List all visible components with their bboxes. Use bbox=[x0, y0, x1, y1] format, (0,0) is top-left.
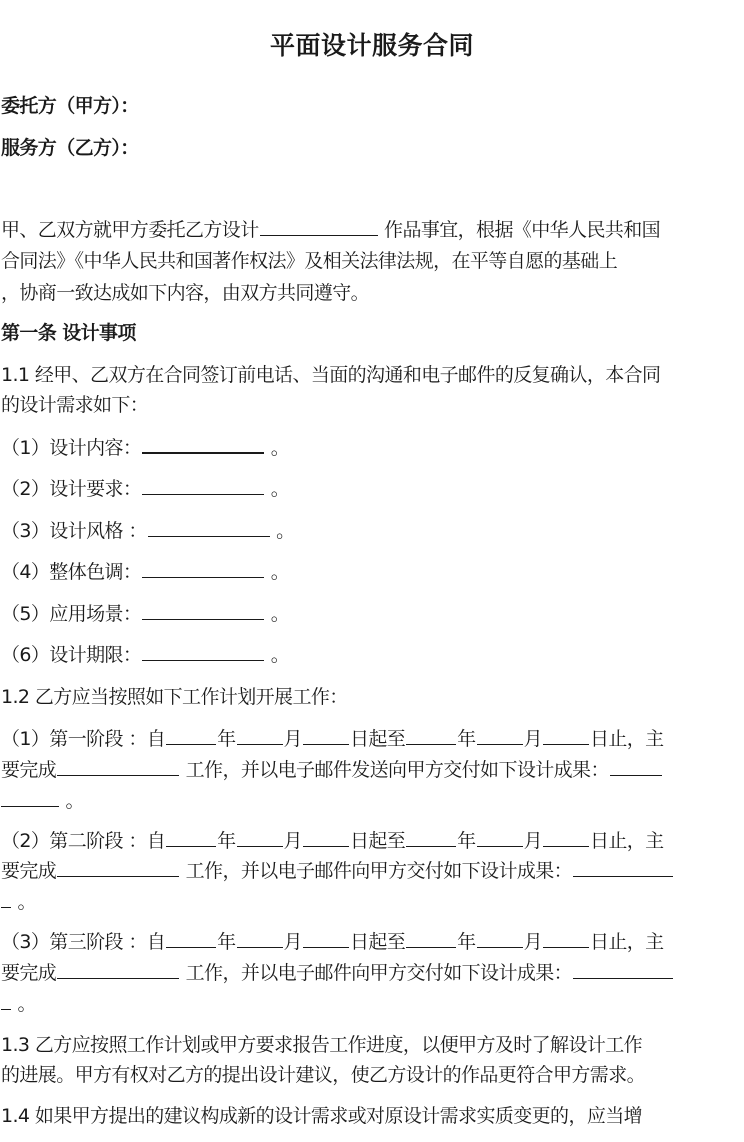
end-month-blank[interactable] bbox=[477, 726, 523, 745]
start-month-blank[interactable] bbox=[237, 726, 283, 745]
date-word: 年 bbox=[457, 830, 476, 852]
date-word: 日起至 bbox=[349, 931, 406, 953]
requirement-end: 。 bbox=[265, 603, 290, 625]
requirement-label: （4）整体色调： bbox=[1, 561, 142, 583]
phase-line-1 bbox=[1, 726, 664, 752]
phase-line-1 bbox=[1, 929, 664, 955]
date-word: 月 bbox=[523, 931, 542, 953]
work-name-blank[interactable] bbox=[260, 217, 378, 236]
date-word: 月 bbox=[523, 830, 542, 852]
start-year-blank[interactable] bbox=[166, 726, 216, 745]
requirement-item bbox=[1, 518, 295, 544]
requirement-end: 。 bbox=[265, 437, 290, 459]
start-day-blank[interactable] bbox=[303, 726, 349, 745]
requirement-item bbox=[1, 601, 289, 627]
end-year-blank[interactable] bbox=[406, 929, 456, 948]
deliverable-blank[interactable] bbox=[610, 757, 662, 776]
date-word: 月 bbox=[283, 830, 302, 852]
phase-line-3 bbox=[1, 788, 84, 814]
phase-end: 。 bbox=[60, 790, 84, 812]
requirement-label: （3）设计风格 ： bbox=[1, 520, 147, 542]
deliverable-blank-cont[interactable] bbox=[1, 991, 11, 1010]
start-day-blank[interactable] bbox=[303, 828, 349, 847]
phase-label: （3）第三阶段 ： bbox=[1, 931, 147, 953]
phase-end: 。 bbox=[12, 993, 36, 1015]
phase-label: （2）第二阶段 ： bbox=[1, 830, 147, 852]
end-year-blank[interactable] bbox=[406, 726, 456, 745]
phase-text: 要完成 bbox=[1, 860, 57, 882]
task-blank[interactable] bbox=[57, 858, 179, 877]
date-word: 年 bbox=[457, 931, 476, 953]
date-word: 日止，主 bbox=[589, 931, 664, 953]
date-word: 月 bbox=[523, 728, 542, 750]
clause-1-4-line-1: 1.4 如果甲方提出的建议构成新的设计需求或对原设计需求实质变更的，应当增 bbox=[1, 1105, 643, 1127]
intro-text-a: 甲、乙双方就甲方委托乙方设计 bbox=[1, 219, 259, 241]
requirement-end: 。 bbox=[265, 478, 290, 500]
task-blank[interactable] bbox=[57, 757, 179, 776]
clause-1-3-line-2: 的进展。甲方有权对乙方的提出设计建议，使乙方设计的作品更符合甲方需求。 bbox=[1, 1064, 646, 1086]
requirement-item bbox=[1, 434, 289, 461]
phase-line-3 bbox=[1, 991, 36, 1017]
start-day-blank[interactable] bbox=[303, 929, 349, 948]
phase-end: 。 bbox=[12, 891, 36, 913]
deliverable-blank-cont[interactable] bbox=[1, 788, 59, 807]
party-b-label: 服务方（乙方）： bbox=[1, 137, 139, 159]
end-month-blank[interactable] bbox=[477, 828, 523, 847]
requirement-end: 。 bbox=[265, 644, 290, 666]
requirement-label: （2）设计要求： bbox=[1, 478, 142, 500]
phase-text: 工作，并以电子邮件向甲方交付如下设计成果： bbox=[180, 860, 573, 882]
date-word: 自 bbox=[146, 931, 166, 953]
end-day-blank[interactable] bbox=[543, 929, 589, 948]
date-word: 月 bbox=[283, 728, 302, 750]
clause-1-1-line-1: 1.1 经甲、乙双方在合同签订前电话、当面的沟通和电子邮件的反复确认，本合同 bbox=[1, 364, 661, 386]
phase-line-1 bbox=[1, 828, 664, 854]
date-word: 自 bbox=[146, 728, 166, 750]
start-year-blank[interactable] bbox=[166, 828, 216, 847]
requirement-blank[interactable] bbox=[142, 476, 264, 495]
start-month-blank[interactable] bbox=[237, 929, 283, 948]
date-word: 年 bbox=[217, 728, 236, 750]
date-word: 月 bbox=[283, 931, 302, 953]
phase-text: 工作，并以电子邮件向甲方交付如下设计成果： bbox=[180, 962, 573, 984]
date-word: 日止，主 bbox=[589, 830, 664, 852]
requirement-blank[interactable] bbox=[142, 642, 264, 661]
requirement-blank[interactable] bbox=[142, 434, 264, 454]
intro-line-3: ，协商一致达成如下内容，由双方共同遵守。 bbox=[1, 282, 370, 304]
article-1-heading: 第一条 设计事项 bbox=[1, 322, 136, 344]
deliverable-blank-cont[interactable] bbox=[1, 889, 11, 908]
end-year-blank[interactable] bbox=[406, 828, 456, 847]
requirement-label: （5）应用场景： bbox=[1, 603, 142, 625]
phase-text: 要完成 bbox=[1, 759, 57, 781]
phase-line-2 bbox=[1, 757, 663, 783]
requirement-item bbox=[1, 642, 289, 668]
page-title: 平面设计服务合同 bbox=[269, 31, 474, 60]
date-word: 年 bbox=[457, 728, 476, 750]
phase-line-2 bbox=[1, 960, 674, 986]
requirement-end: 。 bbox=[265, 561, 290, 583]
end-day-blank[interactable] bbox=[543, 828, 589, 847]
start-month-blank[interactable] bbox=[237, 828, 283, 847]
start-year-blank[interactable] bbox=[166, 929, 216, 948]
party-a-label: 委托方（甲方）： bbox=[1, 95, 139, 117]
phase-line-3 bbox=[1, 889, 36, 915]
clause-1-1-line-2: 的设计需求如下： bbox=[1, 394, 149, 416]
deliverable-blank[interactable] bbox=[573, 960, 673, 979]
deliverable-blank[interactable] bbox=[573, 858, 673, 877]
date-word: 年 bbox=[217, 830, 236, 852]
date-word: 年 bbox=[217, 931, 236, 953]
intro-text-b: 作品事宜，根据《中华人民共和国 bbox=[378, 219, 661, 241]
date-word: 日起至 bbox=[349, 830, 406, 852]
date-word: 自 bbox=[146, 830, 166, 852]
phase-line-2 bbox=[1, 858, 674, 884]
requirement-blank[interactable] bbox=[142, 601, 264, 620]
intro-line-1 bbox=[1, 217, 660, 243]
requirement-item bbox=[1, 559, 289, 585]
phase-text: 工作，并以电子邮件发送向甲方交付如下设计成果： bbox=[180, 759, 609, 781]
clause-1-3-line-1: 1.3 乙方应按照工作计划或甲方要求报告工作进度，以便甲方及时了解设计工作 bbox=[1, 1034, 643, 1056]
requirement-blank[interactable] bbox=[142, 559, 264, 578]
task-blank[interactable] bbox=[57, 960, 179, 979]
intro-line-2: 合同法》《中华人民共和国著作权法》及相关法律法规，在平等自愿的基础上 bbox=[1, 250, 618, 272]
end-month-blank[interactable] bbox=[477, 929, 523, 948]
phase-label: （1）第一阶段 ： bbox=[1, 728, 147, 750]
date-word: 日止，主 bbox=[589, 728, 664, 750]
requirement-blank[interactable] bbox=[148, 518, 270, 537]
requirement-label: （1）设计内容： bbox=[1, 437, 142, 459]
date-word: 日起至 bbox=[349, 728, 406, 750]
phase-text: 要完成 bbox=[1, 962, 57, 984]
requirement-label: （6）设计期限： bbox=[1, 644, 142, 666]
clause-1-2: 1.2 乙方应当按照如下工作计划开展工作： bbox=[1, 686, 348, 708]
requirement-item bbox=[1, 476, 289, 502]
requirement-end: 。 bbox=[270, 520, 295, 542]
end-day-blank[interactable] bbox=[543, 726, 589, 745]
